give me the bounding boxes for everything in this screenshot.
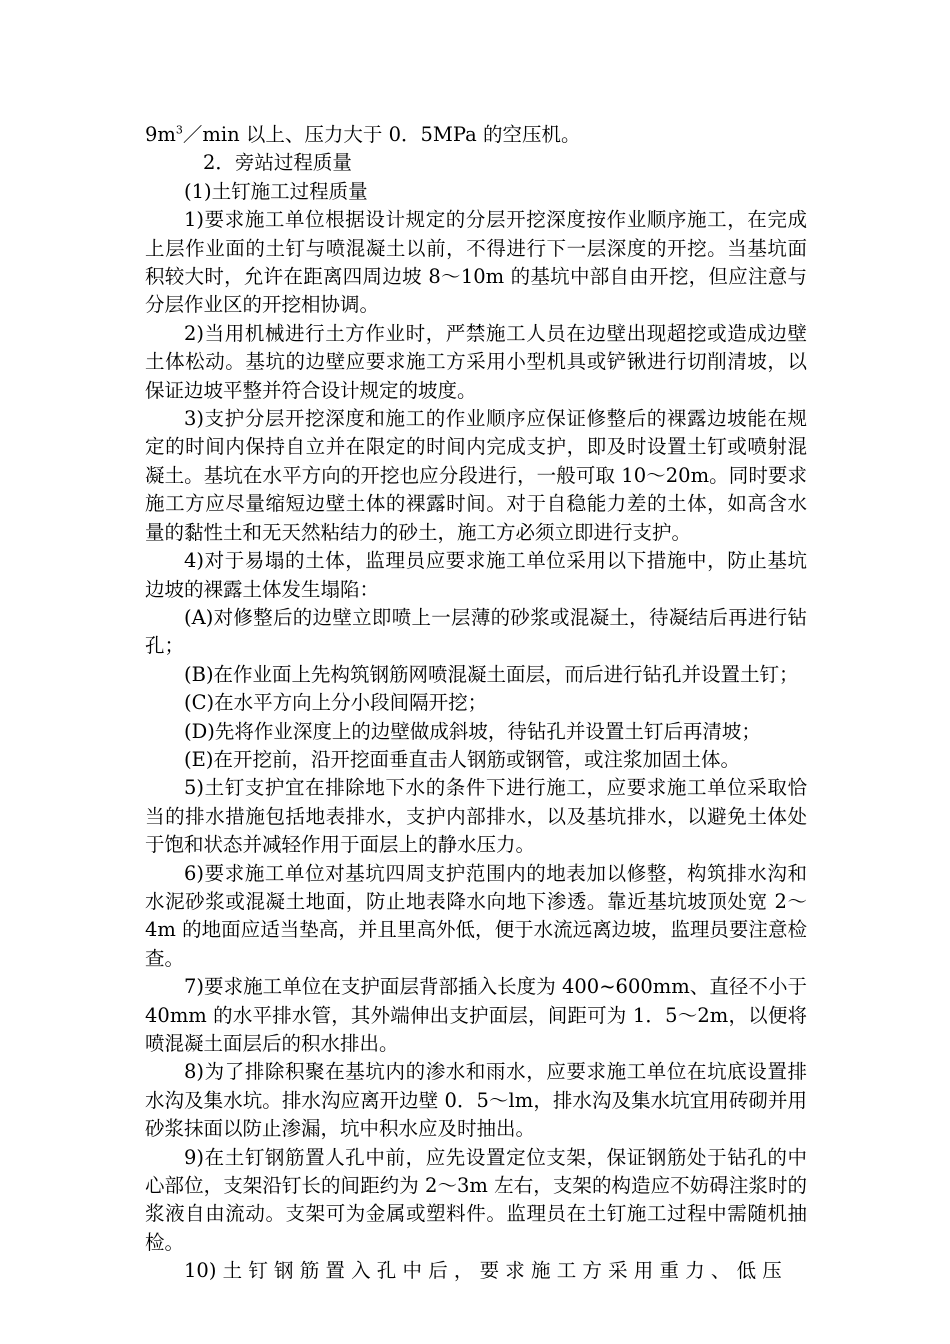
- list-item: (E)在开挖前，沿开挖面垂直击人钢筋或钢管，或注浆加固土体。: [184, 747, 740, 771]
- paragraph: 2)当用机械进行土方作业时，严禁施工人员在边壁出现超挖或造成边壁土体松动。基坑的边壁应要求施工方采用小型机具或铲锹进行切削清坡，以保证边坡平整并符合设计规定的坡度。: [145, 321, 807, 402]
- list-item: (D)先将作业深度上的边壁做成斜坡，待钻孔并设置土钉后再清坡；: [184, 719, 761, 743]
- paragraph: 8)为了排除积聚在基坑内的渗水和雨水，应要求施工单位在坑底设置排水沟及集水坑。排水沟应离开边壁 0．5～lm，排水沟及集水坑宜用砖砌并用砂浆抹面以防止渗漏，坑中积水应及时抽出。: [145, 1060, 807, 1141]
- text-fragment: 9m: [145, 123, 176, 146]
- subsection-heading: (1)土钉施工过程质量: [184, 179, 368, 203]
- paragraph: 10) 土 钉 钢 筋 置 入 孔 中 后 ， 要 求 施 工 方 采 用 重 力 、 低 压: [184, 1259, 782, 1283]
- list-item: (A)对修整后的边壁立即喷上一层薄的砂浆或混凝土，待凝结后再进行钻孔；: [145, 605, 807, 658]
- document-body: [145, 121, 807, 1286]
- paragraph: 9)在土钉钢筋置人孔中前，应先设置定位支架，保证钢筋处于钻孔的中心部位，支架沿钉长的间距约为 2～3m 左右，支架的构造应不妨碍注浆时的浆液自由流动。支架可为金属或塑料件。监理员在土钉施工过程中需随机抽检。: [145, 1145, 807, 1254]
- paragraph-continuation: [145, 121, 807, 149]
- paragraph: 6)要求施工单位对基坑四周支护范围内的地表加以修整，构筑排水沟和水泥砂浆或混凝土地面，防止地表降水向地下渗透。靠近基坑坡顶处宽 2～4m 的地面应适当垫高，并且里高外低，便于水流远离边坡，监理员要注意检查。: [145, 861, 807, 970]
- list-item: (B)在作业面上先构筑钢筋网喷混凝土面层，而后进行钻孔并设置土钉；: [184, 662, 799, 686]
- paragraph: 5)土钉支护宜在排除地下水的条件下进行施工，应要求施工单位采取恰当的排水措施包括地表排水，支护内部排水，以及基坑排水，以避免土体处于饱和状态并减轻作用于面层上的静水压力。: [145, 776, 807, 857]
- paragraph: 7)要求施工单位在支护面层背部插入长度为 400~600mm、直径不小于 40mm 的水平排水管，其外端伸出支护面层，间距可为 1．5～2m，以便将喷混凝土面层后的积水排出。: [145, 975, 807, 1055]
- section-heading: 2．旁站过程质量: [203, 151, 352, 175]
- paragraph: 3)支护分层开挖深度和施工的作业顺序应保证修整后的裸露边坡能在规定的时间内保持自立并在限定的时间内完成支护，即及时设置土钉或喷射混凝土。基坑在水平方向的开挖也应分段进行，一般可取 10～20m。同时要求施工方应尽量缩短边壁土体的裸露时间。对于自稳能力差的土体，如高含水量的黏性土和无天然粘结力的砂土，施工方必须立即进行支护。: [145, 407, 807, 544]
- list-item: (C)在水平方向上分小段间隔开挖；: [184, 691, 488, 715]
- text-fragment: ／min 以上、压力大于 0．5MPa 的空压机。: [182, 123, 581, 146]
- superscript: 3: [175, 123, 183, 137]
- paragraph: 4)对于易塌的土体，监理员应要求施工单位采用以下措施中，防止基坑边坡的裸露土体发生塌陷：: [145, 549, 807, 601]
- paragraph: 1)要求施工单位根据设计规定的分层开挖深度按作业顺序施工，在完成上层作业面的土钉与喷混凝土以前，不得进行下一层深度的开挖。当基坑面积较大时，允许在距离四周边坡 8～10m 的基坑中部自由开挖，但应注意与分层作业区的开挖相协调。: [145, 208, 807, 317]
